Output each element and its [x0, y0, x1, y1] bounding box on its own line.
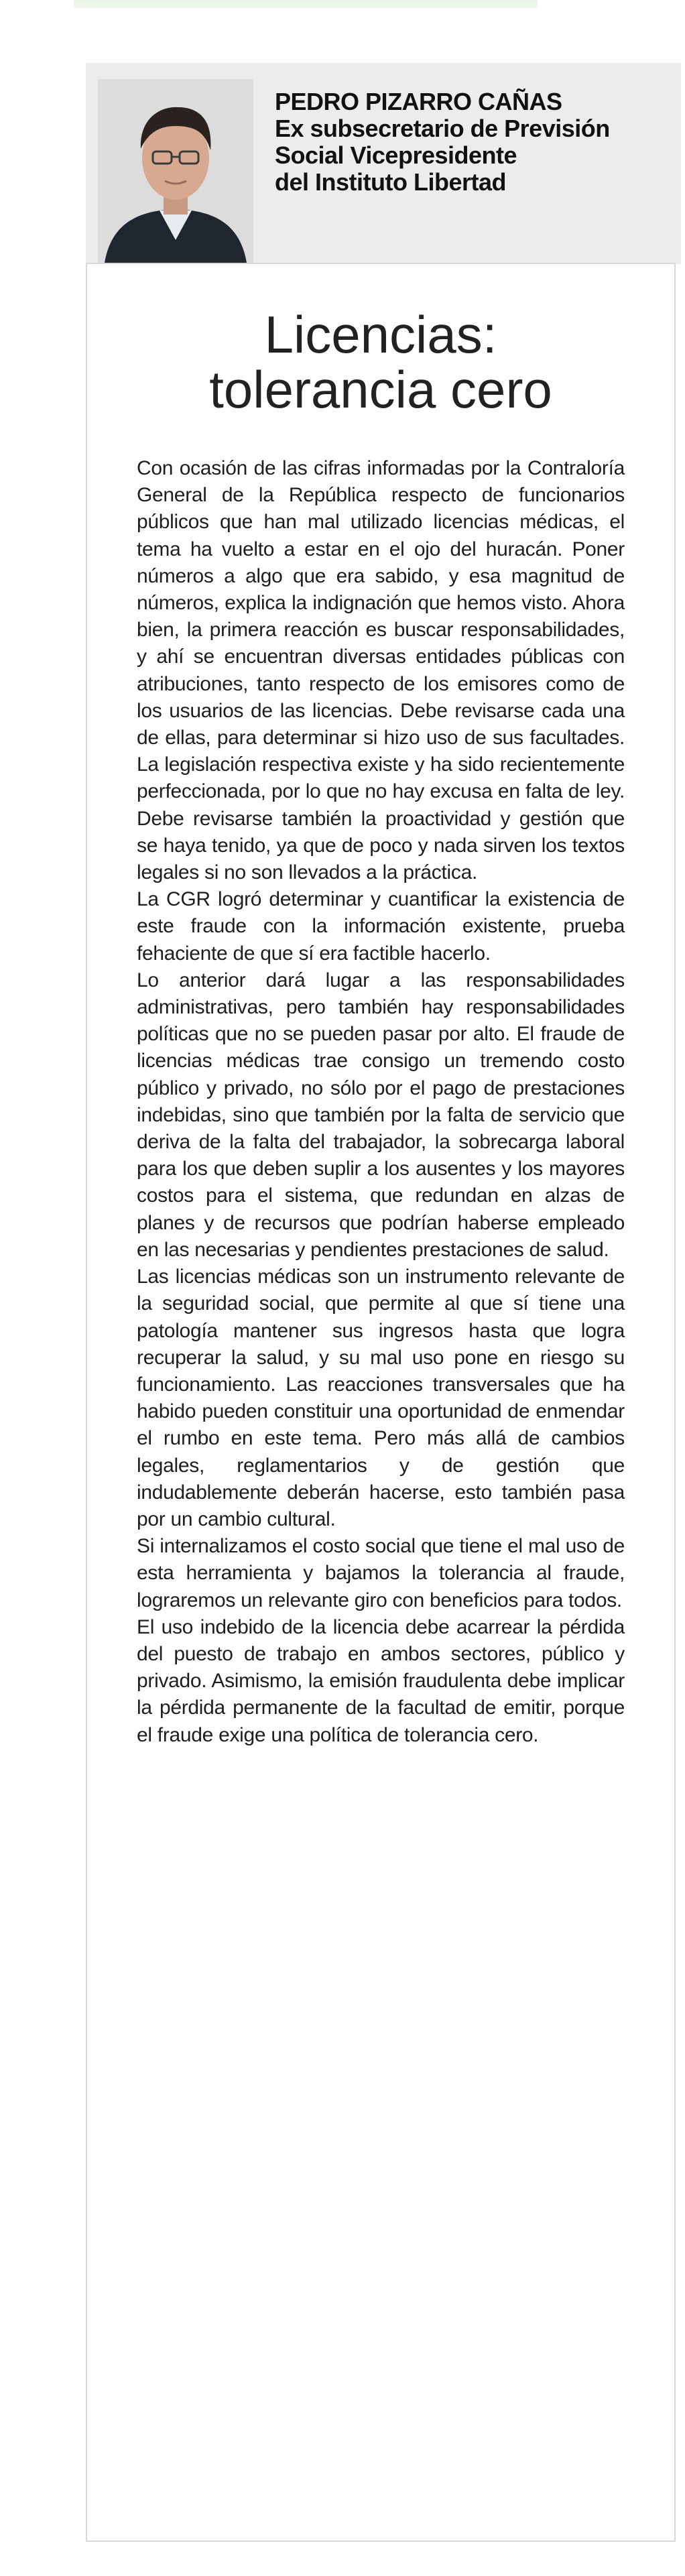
- author-role-line: Ex subsecretario de Previsión: [275, 115, 610, 142]
- top-accent-strip: [74, 0, 538, 8]
- article-title-line: tolerancia cero: [209, 360, 552, 419]
- author-portrait-icon: [98, 79, 253, 263]
- author-role-line: Social Vicepresidente: [275, 141, 517, 169]
- author-role-line: del Instituto Libertad: [275, 168, 506, 196]
- author-header: [86, 63, 681, 264]
- article-body: [137, 455, 625, 1749]
- author-photo: [98, 79, 253, 263]
- article-title-line: Licencias:: [264, 305, 497, 364]
- article-paragraph: El uso indebido de la licencia debe acarrear la pérdida del puesto de trabajo en ambos sectores, público y privado. Asimismo, la emisión fraudulenta debe implicar la pérdida permanente de la facultad de emitir, porque el fraude exige una política de tolerancia cero.: [137, 1615, 625, 1746]
- article-paragraph: La CGR logró determinar y cuantificar la existencia de este fraude con la información existente, prueba fehaciente de que sí era factible hacerlo.: [137, 888, 625, 965]
- article-title: [87, 307, 674, 417]
- article-paragraph: Lo anterior dará lugar a las responsabilidades administrativas, pero también hay responsabilidades políticas que no se pueden pasar por alto. El fraude de licencias médicas trae consigo un tremendo costo público y privado, no sólo por el pago de prestaciones indebidas, sino que también por la falta de servicio que deriva de la falta del trabajador, la sobrecarga laboral para los que deben suplir a los ausentes y los mayores costos para el sistema, que redundan en alzas de planes y de recursos que podrían haberse empleado en las necesarias y pendientes prestaciones de salud.: [137, 969, 625, 1261]
- author-name: PEDRO PIZARRO CAÑAS: [275, 88, 562, 115]
- article-paragraph: Con ocasión de las cifras informadas por la Contraloría General de la República respecto de funcionarios públicos que han mal utilizado licencias médicas, el tema ha vuelto a estar en el ojo del huracán. Poner números a algo que era sabido, y esa magnitud de números, explica la indignación que hemos visto. Ahora bien, la primera reacción es buscar responsabilidades, y ahí se encuentran diversas entidades públicas con atribuciones, tanto respecto de los emisores como de los usuarios de las licencias. Debe revisarse cada una de ellas, para determinar si hizo uso de sus facultades. La legislación respectiva existe y ha sido recientemente perfeccionada, por lo que no hay excusa en falta de ley. Debe revisarse también la proactividad y gestión que se haya tenido, ya que de poco y nada sirven los textos legales si no son llevados a la práctica.: [137, 457, 625, 884]
- article-paragraph: Las licencias médicas son un instrumento relevante de la seguridad social, que permite al que sí tiene una patología mantener sus ingresos hasta que logra recuperar la salud, y su mal uso pone en riesgo su funcionamiento. Las reacciones transversales que ha habido pueden constituir una oportunidad de enmendar el rumbo en este tema. Pero más allá de cambios legales, reglamentarios y de gestión que indudablemente deberán hacerse, esto también pasa por un cambio cultural.: [137, 1266, 625, 1530]
- article-column: [86, 263, 676, 2542]
- author-info: [275, 88, 650, 196]
- article-paragraph: Si internalizamos el costo social que tiene el mal uso de esta herramienta y bajamos la tolerancia al fraude, lograremos un relevante giro con beneficios para todos.: [137, 1535, 625, 1611]
